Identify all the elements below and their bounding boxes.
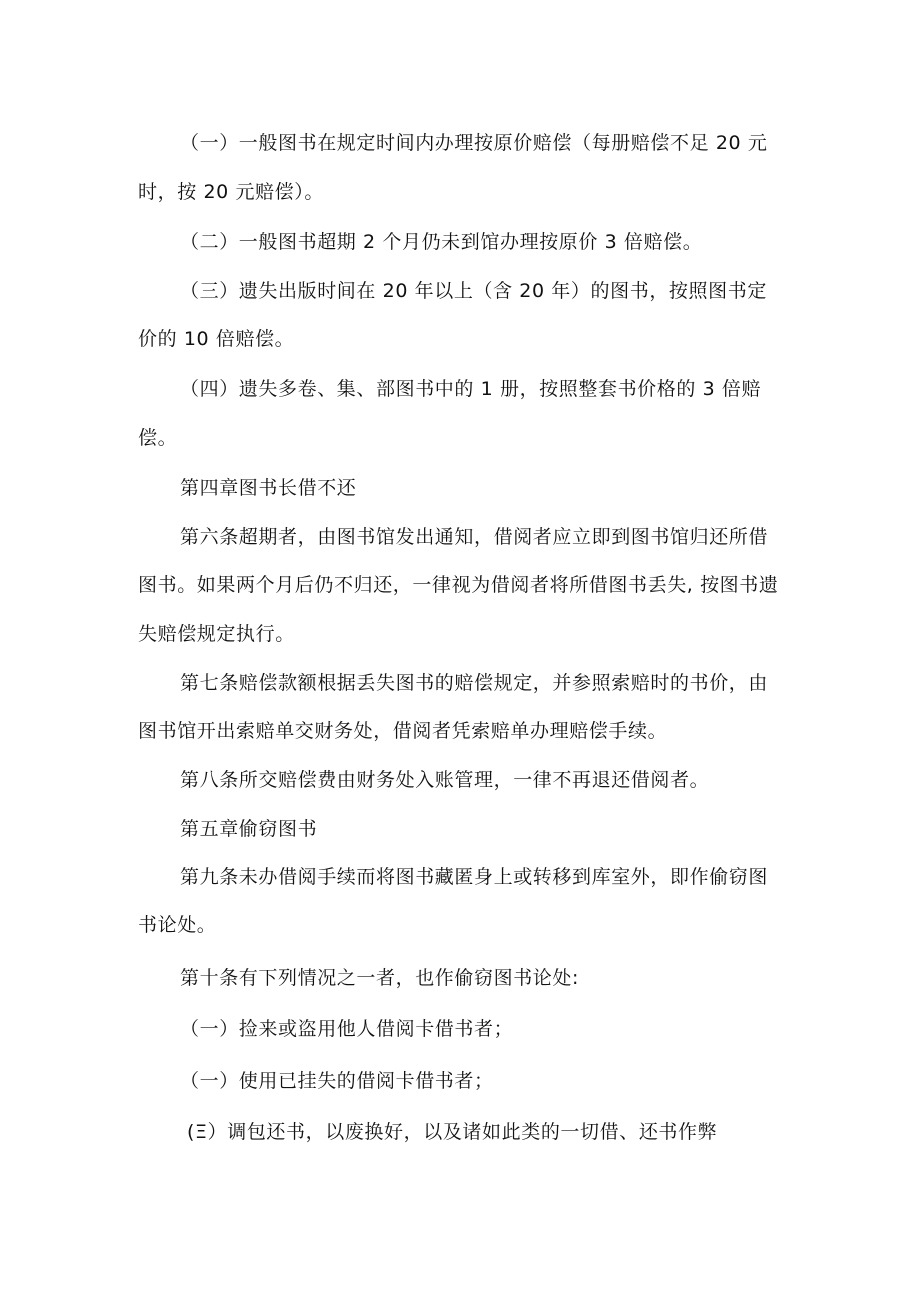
article-10: 第十条有下列情况之一者，也作偷窃图书论处: [180, 967, 580, 989]
paragraph-compensation-item-1: （一）一般图书在规定时间内办理按原价赔偿（每册赔偿不足 20 元 [180, 132, 768, 154]
article-6: 第六条超期者，由图书馆发出通知，借阅者应立即到图书馆归还所借 [180, 526, 769, 548]
article-10-item-3: (Ξ）调包还书，以废换好，以及诸如此类的一切借、还书作弊 [187, 1121, 718, 1143]
article-9-continued: 书论处。 [138, 914, 217, 936]
article-7-continued: 图书馆开出索赔单交财务处，借阅者凭索赔单办理赔偿手续。 [138, 720, 668, 742]
paragraph-compensation-item-3-continued: 价的 10 倍赔偿。 [138, 328, 295, 350]
paragraph-compensation-item-4: （四）遗失多卷、集、部图书中的 1 册，按照整套书价格的 3 倍赔 [180, 378, 762, 400]
chapter-heading-4: 第四章图书长借不还 [180, 477, 357, 499]
paragraph-compensation-item-1-continued: 时，按 20 元赔偿）。 [138, 181, 324, 203]
chapter-heading-5: 第五章偷窃图书 [180, 818, 318, 840]
article-10-item-2: （一）使用已挂失的借阅卡借书者； [180, 1070, 494, 1092]
paragraph-compensation-item-2: （二）一般图书超期 2 个月仍未到馆办理按原价 3 倍赔偿。 [180, 231, 703, 253]
paragraph-compensation-item-4-continued: 偿。 [138, 427, 178, 449]
article-6-continued-2: 失赔偿规定执行。 [138, 623, 295, 645]
article-10-item-1: （一）捡来或盗用他人借阅卡借书者； [180, 1018, 514, 1040]
article-8: 第八条所交赔偿费由财务处入账管理，一律不再退还借阅者。 [180, 769, 710, 791]
article-7: 第七条赔偿款额根据丢失图书的赔偿规定，并参照索赔时的书价，由 [180, 672, 769, 694]
paragraph-compensation-item-3: （三）遗失出版时间在 20 年以上（含 20 年）的图书，按照图书定 [180, 280, 767, 302]
article-9: 第九条未办借阅手续而将图书藏匿身上或转移到库室外，即作偷窃图 [180, 866, 769, 888]
article-6-continued-1: 图书。如果两个月后仍不归还，一律视为借阅者将所借图书丢失, 按图书遗 [138, 574, 779, 596]
